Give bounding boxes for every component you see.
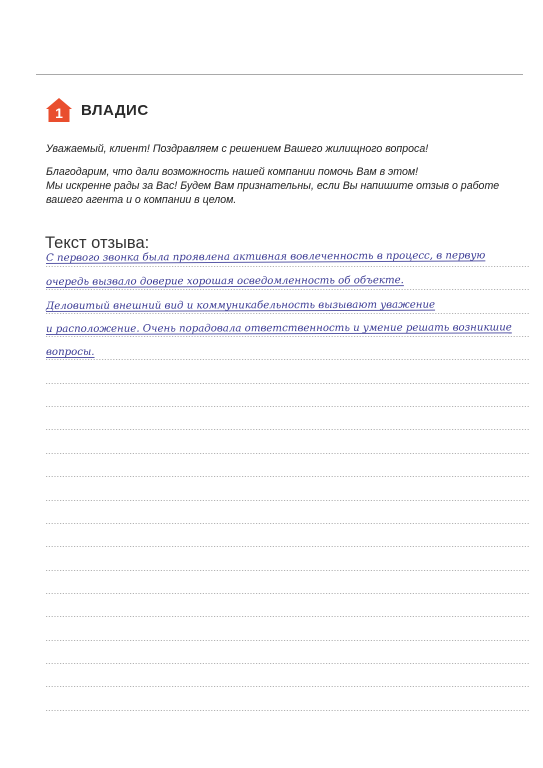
brand-name: ВЛАДИС xyxy=(81,101,149,119)
handwritten-line: очередь вызвало доверие хорошая осведомленность об объекте. xyxy=(45,275,404,288)
handwritten-line: вопросы. xyxy=(46,347,95,358)
thanks-line-3: вашего агента и о компании в целом. xyxy=(46,194,237,206)
thanks-line-1: Благодарим, что дали возможность нашей компании помочь Вам в этом! xyxy=(46,166,419,178)
greeting-line: Уважаемый, клиент! Поздравляем с решением Вашего жилищного вопроса! xyxy=(46,143,429,155)
logo-digit: 1 xyxy=(55,105,63,121)
handwritten-line: С первого звонка была проявлена активная вовлеченность в процесс, в первую xyxy=(45,250,486,264)
handwritten-line: Деловитый внешний вид и коммуникабельность вызывают уважение xyxy=(45,299,436,312)
review-title: Текст отзыва: xyxy=(45,234,150,252)
ruled-lines xyxy=(46,0,533,768)
handwritten-line: и расположение. Очень порадовала ответственность и умение решать возникшие xyxy=(45,322,512,335)
thanks-line-2: Мы искренне рады за Вас! Будем Вам признательны, если Вы напишите отзыв о работе xyxy=(46,180,500,192)
